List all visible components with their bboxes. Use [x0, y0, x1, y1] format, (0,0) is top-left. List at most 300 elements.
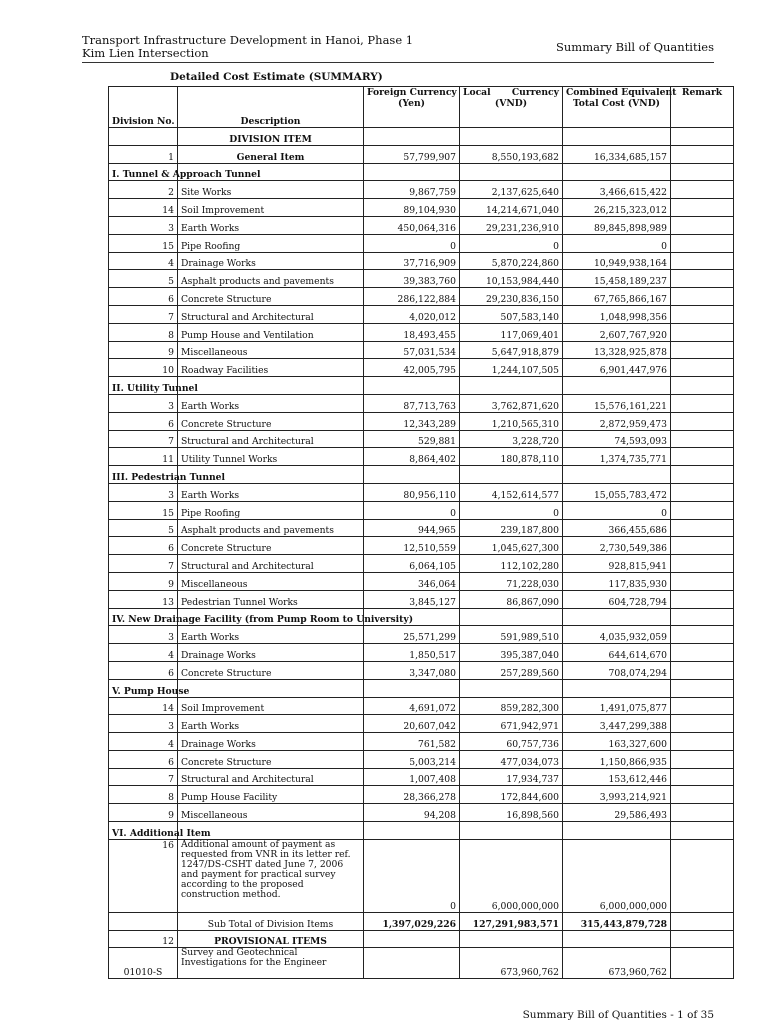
foreign-currency: 4,020,012: [364, 305, 460, 323]
remark: [671, 697, 734, 715]
combined-total: 15,576,161,221: [563, 394, 671, 412]
local-currency: 0: [460, 501, 563, 519]
local-currency: 477,034,073: [460, 750, 563, 768]
table-row: [109, 270, 734, 288]
combined-total: 1,150,866,935: [563, 750, 671, 768]
local-currency: [460, 377, 563, 395]
division-item-label: DIVISION ITEM: [178, 128, 364, 146]
col-local-header: [460, 87, 563, 128]
foreign-currency: 42,005,795: [364, 359, 460, 377]
description: Asphalt products and pavements: [178, 270, 364, 288]
description: Concrete Structure: [178, 288, 364, 306]
division-no: 3: [109, 394, 178, 412]
document-header: [82, 34, 413, 60]
description: Site Works: [178, 181, 364, 199]
description: Pipe Roofing: [178, 501, 364, 519]
description: Asphalt products and pavements: [178, 519, 364, 537]
section-header-row: [109, 608, 734, 626]
col-remark-header: Remark: [671, 87, 734, 128]
section-title: III. Pedestrian Tunnel: [109, 466, 178, 484]
remark: [671, 555, 734, 573]
table-row: [109, 661, 734, 679]
remark: [671, 590, 734, 608]
col-foreign-header: [364, 87, 460, 128]
division-no: 6: [109, 661, 178, 679]
table-row: [109, 626, 734, 644]
local-currency: 10,153,984,440: [460, 270, 563, 288]
combined-total: 117,835,930: [563, 572, 671, 590]
foreign-currency: 761,582: [364, 733, 460, 751]
local-currency: 29,231,236,910: [460, 216, 563, 234]
page-footer: Summary Bill of Quantities - 1 of 35: [522, 1009, 714, 1021]
description: Soil Improvement: [178, 199, 364, 217]
division-no: 12: [109, 930, 178, 948]
combined-total: 644,614,670: [563, 644, 671, 662]
description: Concrete Structure: [178, 750, 364, 768]
table-row: [109, 234, 734, 252]
remark: [671, 519, 734, 537]
combined-total: 3,993,214,921: [563, 786, 671, 804]
local-currency: [460, 608, 563, 626]
table-row: [109, 305, 734, 323]
foreign-currency: 57,799,907: [364, 145, 460, 163]
division-no: 3: [109, 483, 178, 501]
col-local-line1a: Local: [463, 87, 491, 98]
local-currency: 127,291,983,571: [460, 912, 563, 930]
remark: [671, 305, 734, 323]
foreign-currency: [364, 466, 460, 484]
description: Pump House and Ventilation: [178, 323, 364, 341]
col-combined-line1: Combined Equivalent: [566, 87, 677, 98]
description: Structural and Architectural: [178, 305, 364, 323]
remark: [671, 270, 734, 288]
local-currency: 591,989,510: [460, 626, 563, 644]
general-item-row: [109, 145, 734, 163]
local-currency: 29,230,836,150: [460, 288, 563, 306]
col-description-header: Description: [178, 87, 364, 128]
section-title: I. Tunnel & Approach Tunnel: [109, 163, 178, 181]
foreign-currency: [364, 377, 460, 395]
foreign-currency: 39,383,760: [364, 270, 460, 288]
section-title: IV. New Drainage Facility (from Pump Room to University): [109, 608, 178, 626]
combined-total: 0: [563, 501, 671, 519]
local-currency: 2,137,625,640: [460, 181, 563, 199]
table-row: [109, 412, 734, 430]
description: Concrete Structure: [178, 412, 364, 430]
remark: [671, 786, 734, 804]
division-no: 3: [109, 216, 178, 234]
division-no: [109, 912, 178, 930]
division-no: 5: [109, 519, 178, 537]
remark: [671, 839, 734, 912]
foreign-currency: 529,881: [364, 430, 460, 448]
local-currency: 112,102,280: [460, 555, 563, 573]
foreign-currency: 450,064,316: [364, 216, 460, 234]
foreign-currency: 28,366,278: [364, 786, 460, 804]
combined-total: [563, 466, 671, 484]
combined-total: 708,074,294: [563, 661, 671, 679]
table-row: [109, 501, 734, 519]
combined-total: 366,455,686: [563, 519, 671, 537]
local-currency: 507,583,140: [460, 305, 563, 323]
foreign-currency: [364, 948, 460, 979]
description: Drainage Works: [178, 644, 364, 662]
table-row: [109, 786, 734, 804]
table-row: [109, 804, 734, 822]
description: Drainage Works: [178, 733, 364, 751]
remark: [671, 145, 734, 163]
description: Concrete Structure: [178, 661, 364, 679]
section-header-row: [109, 679, 734, 697]
section-title: V. Pump House: [109, 679, 178, 697]
division-no: 01010-S: [109, 948, 178, 979]
local-currency: [460, 466, 563, 484]
col-foreign-line1: Foreign Currency: [367, 87, 457, 98]
local-currency: 395,387,040: [460, 644, 563, 662]
combined-total: 928,815,941: [563, 555, 671, 573]
remark: [671, 288, 734, 306]
foreign-currency: [364, 822, 460, 840]
remark: [671, 359, 734, 377]
combined-total: 315,443,879,728: [563, 912, 671, 930]
foreign-currency: 346,064: [364, 572, 460, 590]
combined-total: 67,765,866,167: [563, 288, 671, 306]
combined-total: 3,447,299,388: [563, 715, 671, 733]
combined-total: 0: [563, 234, 671, 252]
combined-total: 3,466,615,422: [563, 181, 671, 199]
local-currency: 1,210,565,310: [460, 412, 563, 430]
division-no: 9: [109, 572, 178, 590]
section-header-row: [109, 466, 734, 484]
combined-total: [563, 822, 671, 840]
remark: [671, 537, 734, 555]
remark: [671, 912, 734, 930]
description: Soil Improvement: [178, 697, 364, 715]
foreign-currency: 944,965: [364, 519, 460, 537]
table-row: [109, 715, 734, 733]
foreign-currency: 6,064,105: [364, 555, 460, 573]
foreign-currency: 18,493,455: [364, 323, 460, 341]
remark: [671, 750, 734, 768]
division-no: 8: [109, 323, 178, 341]
foreign-currency: 3,347,080: [364, 661, 460, 679]
survey-row: [109, 948, 734, 979]
description: Earth Works: [178, 715, 364, 733]
description: Pipe Roofing: [178, 234, 364, 252]
division-item-row: [109, 128, 734, 146]
combined-total: 26,215,323,012: [563, 199, 671, 217]
description: Concrete Structure: [178, 537, 364, 555]
description: Structural and Architectural: [178, 768, 364, 786]
local-currency: 172,844,600: [460, 786, 563, 804]
description: Miscellaneous: [178, 341, 364, 359]
division-no: 4: [109, 252, 178, 270]
col-division-header: Division No.: [109, 87, 178, 128]
table-row: [109, 448, 734, 466]
division-no: 6: [109, 288, 178, 306]
remark: [671, 199, 734, 217]
division-no: 7: [109, 305, 178, 323]
division-no: 4: [109, 733, 178, 751]
foreign-currency: 87,713,763: [364, 394, 460, 412]
remark: [671, 768, 734, 786]
division-no: 5: [109, 270, 178, 288]
local-currency: 257,289,560: [460, 661, 563, 679]
combined-total: 153,612,446: [563, 768, 671, 786]
division-no: 8: [109, 786, 178, 804]
table-row: [109, 252, 734, 270]
foreign-currency: 57,031,534: [364, 341, 460, 359]
combined-total: 163,327,600: [563, 733, 671, 751]
table-row: [109, 323, 734, 341]
combined-total: 10,949,938,164: [563, 252, 671, 270]
foreign-currency: 25,571,299: [364, 626, 460, 644]
local-currency: 14,214,671,040: [460, 199, 563, 217]
subtotal-label: Sub Total of Division Items: [178, 912, 364, 930]
description: Earth Works: [178, 394, 364, 412]
remark: [671, 948, 734, 979]
local-currency: 859,282,300: [460, 697, 563, 715]
table-row: [109, 288, 734, 306]
description: Miscellaneous: [178, 572, 364, 590]
section-title: II. Utility Tunnel: [109, 377, 178, 395]
local-currency: 3,228,720: [460, 430, 563, 448]
foreign-currency: 80,956,110: [364, 483, 460, 501]
division-no: 7: [109, 430, 178, 448]
combined-total: 1,048,998,356: [563, 305, 671, 323]
section-header-row: [109, 822, 734, 840]
local-currency: 71,228,030: [460, 572, 563, 590]
combined-total: 6,000,000,000: [563, 839, 671, 912]
division-no: 3: [109, 626, 178, 644]
subtotal-row: [109, 912, 734, 930]
table-row: [109, 483, 734, 501]
description: Utility Tunnel Works: [178, 448, 364, 466]
division-no: 9: [109, 804, 178, 822]
remark: [671, 804, 734, 822]
remark: [671, 234, 734, 252]
table-row: [109, 750, 734, 768]
remark: [671, 430, 734, 448]
remark: [671, 394, 734, 412]
col-local-line1b: Currency: [511, 87, 559, 98]
table-row: [109, 519, 734, 537]
remark: [671, 181, 734, 199]
combined-total: 673,960,762: [563, 948, 671, 979]
project-title: Transport Infrastructure Development in Hanoi, Phase 1: [82, 33, 414, 47]
local-currency: 673,960,762: [460, 948, 563, 979]
description: Drainage Works: [178, 252, 364, 270]
foreign-currency: 0: [364, 501, 460, 519]
local-currency: [460, 679, 563, 697]
foreign-currency: 1,397,029,226: [364, 912, 460, 930]
description: Earth Works: [178, 626, 364, 644]
remark: [671, 341, 734, 359]
foreign-currency: [364, 679, 460, 697]
local-currency: 8,550,193,682: [460, 145, 563, 163]
remark: [671, 163, 734, 181]
division-no: 14: [109, 199, 178, 217]
division-no: 15: [109, 234, 178, 252]
foreign-currency: 0: [364, 234, 460, 252]
combined-total: 2,607,767,920: [563, 323, 671, 341]
foreign-currency: 1,007,408: [364, 768, 460, 786]
local-currency: [460, 930, 563, 948]
remark: [671, 252, 734, 270]
foreign-currency: 9,867,759: [364, 181, 460, 199]
table-row: [109, 359, 734, 377]
section-header-row: [109, 377, 734, 395]
division-no: 1: [109, 145, 178, 163]
local-currency: 180,878,110: [460, 448, 563, 466]
col-foreign-line2: (Yen): [398, 98, 425, 109]
combined-total: [563, 377, 671, 395]
local-currency: 60,757,736: [460, 733, 563, 751]
combined-total: 1,374,735,771: [563, 448, 671, 466]
table-row: [109, 644, 734, 662]
combined-total: 29,586,493: [563, 804, 671, 822]
table-row: [109, 394, 734, 412]
local-currency: 5,647,918,879: [460, 341, 563, 359]
local-currency: 17,934,737: [460, 768, 563, 786]
division-no: 7: [109, 555, 178, 573]
remark: [671, 412, 734, 430]
document-type: Summary Bill of Quantities: [556, 40, 714, 54]
local-currency: 16,898,560: [460, 804, 563, 822]
table-row: [109, 768, 734, 786]
table-row: [109, 430, 734, 448]
local-currency: 671,942,971: [460, 715, 563, 733]
table-header-row: [109, 87, 734, 128]
table-row: [109, 697, 734, 715]
local-currency: 1,244,107,505: [460, 359, 563, 377]
table-row: [109, 733, 734, 751]
description: General Item: [178, 145, 364, 163]
remark: [671, 715, 734, 733]
combined-total: [563, 608, 671, 626]
local-currency: [460, 163, 563, 181]
combined-total: 2,730,549,386: [563, 537, 671, 555]
division-no: 9: [109, 341, 178, 359]
local-currency: 239,187,800: [460, 519, 563, 537]
description: [178, 679, 364, 697]
foreign-currency: 4,691,072: [364, 697, 460, 715]
remark: [671, 679, 734, 697]
description: Structural and Architectural: [178, 430, 364, 448]
division-no: 13: [109, 590, 178, 608]
col-combined-line2: Total Cost (VND): [572, 98, 661, 109]
remark: [671, 483, 734, 501]
remark: [671, 466, 734, 484]
col-combined-header: [563, 87, 677, 128]
remark: [671, 377, 734, 395]
project-subtitle: Kim Lien Intersection: [82, 46, 209, 60]
remark: [671, 733, 734, 751]
remark: [671, 501, 734, 519]
division-no: 10: [109, 359, 178, 377]
table-row: [109, 216, 734, 234]
remark: [671, 661, 734, 679]
section-header-row: [109, 163, 734, 181]
combined-total: 4,035,932,059: [563, 626, 671, 644]
combined-total: 6,901,447,976: [563, 359, 671, 377]
division-no: 7: [109, 768, 178, 786]
additional-item-row: [109, 839, 734, 912]
division-no: 2: [109, 181, 178, 199]
division-no: 4: [109, 644, 178, 662]
foreign-currency: 94,208: [364, 804, 460, 822]
local-currency: 3,762,871,620: [460, 394, 563, 412]
description: Miscellaneous: [178, 804, 364, 822]
remark: [671, 323, 734, 341]
description: Earth Works: [178, 216, 364, 234]
remark: [671, 930, 734, 948]
local-currency: 5,870,224,860: [460, 252, 563, 270]
table-caption: Detailed Cost Estimate (SUMMARY): [170, 71, 383, 83]
remark: [671, 822, 734, 840]
col-local-line2: (VND): [494, 98, 528, 109]
provisional-row: [109, 930, 734, 948]
local-currency: [460, 822, 563, 840]
header-rule: [82, 62, 714, 63]
division-no: 15: [109, 501, 178, 519]
combined-total: 16,334,685,157: [563, 145, 671, 163]
local-currency: 0: [460, 234, 563, 252]
foreign-currency: 37,716,909: [364, 252, 460, 270]
division-no: 11: [109, 448, 178, 466]
section-title: VI. Additional Item: [109, 822, 178, 840]
description: Pump House Facility: [178, 786, 364, 804]
local-currency: 117,069,401: [460, 323, 563, 341]
description: [178, 377, 364, 395]
table-row: [109, 341, 734, 359]
table-row: [109, 537, 734, 555]
remark: [671, 644, 734, 662]
combined-total: 15,055,783,472: [563, 483, 671, 501]
remark: [671, 448, 734, 466]
table-row: [109, 181, 734, 199]
description: Earth Works: [178, 483, 364, 501]
combined-total: [563, 930, 671, 948]
foreign-currency: 12,510,559: [364, 537, 460, 555]
division-no: 6: [109, 750, 178, 768]
foreign-currency: 5,003,214: [364, 750, 460, 768]
remark: [671, 572, 734, 590]
combined-total: 13,328,925,878: [563, 341, 671, 359]
combined-total: [563, 163, 671, 181]
description: Pedestrian Tunnel Works: [178, 590, 364, 608]
foreign-currency: 1,850,517: [364, 644, 460, 662]
foreign-currency: 8,864,402: [364, 448, 460, 466]
remark: [671, 626, 734, 644]
cost-estimate-table: [108, 86, 734, 979]
combined-total: [563, 679, 671, 697]
foreign-currency: [364, 163, 460, 181]
combined-total: 74,593,093: [563, 430, 671, 448]
local-currency: 6,000,000,000: [460, 839, 563, 912]
foreign-currency: 286,122,884: [364, 288, 460, 306]
foreign-currency: 0: [364, 839, 460, 912]
local-currency: 1,045,627,300: [460, 537, 563, 555]
remark: [671, 216, 734, 234]
local-currency: 86,867,090: [460, 590, 563, 608]
table-row: [109, 590, 734, 608]
foreign-currency: 3,845,127: [364, 590, 460, 608]
table-row: [109, 199, 734, 217]
foreign-currency: [364, 930, 460, 948]
provisional-label: PROVISIONAL ITEMS: [178, 930, 364, 948]
local-currency: 4,152,614,577: [460, 483, 563, 501]
